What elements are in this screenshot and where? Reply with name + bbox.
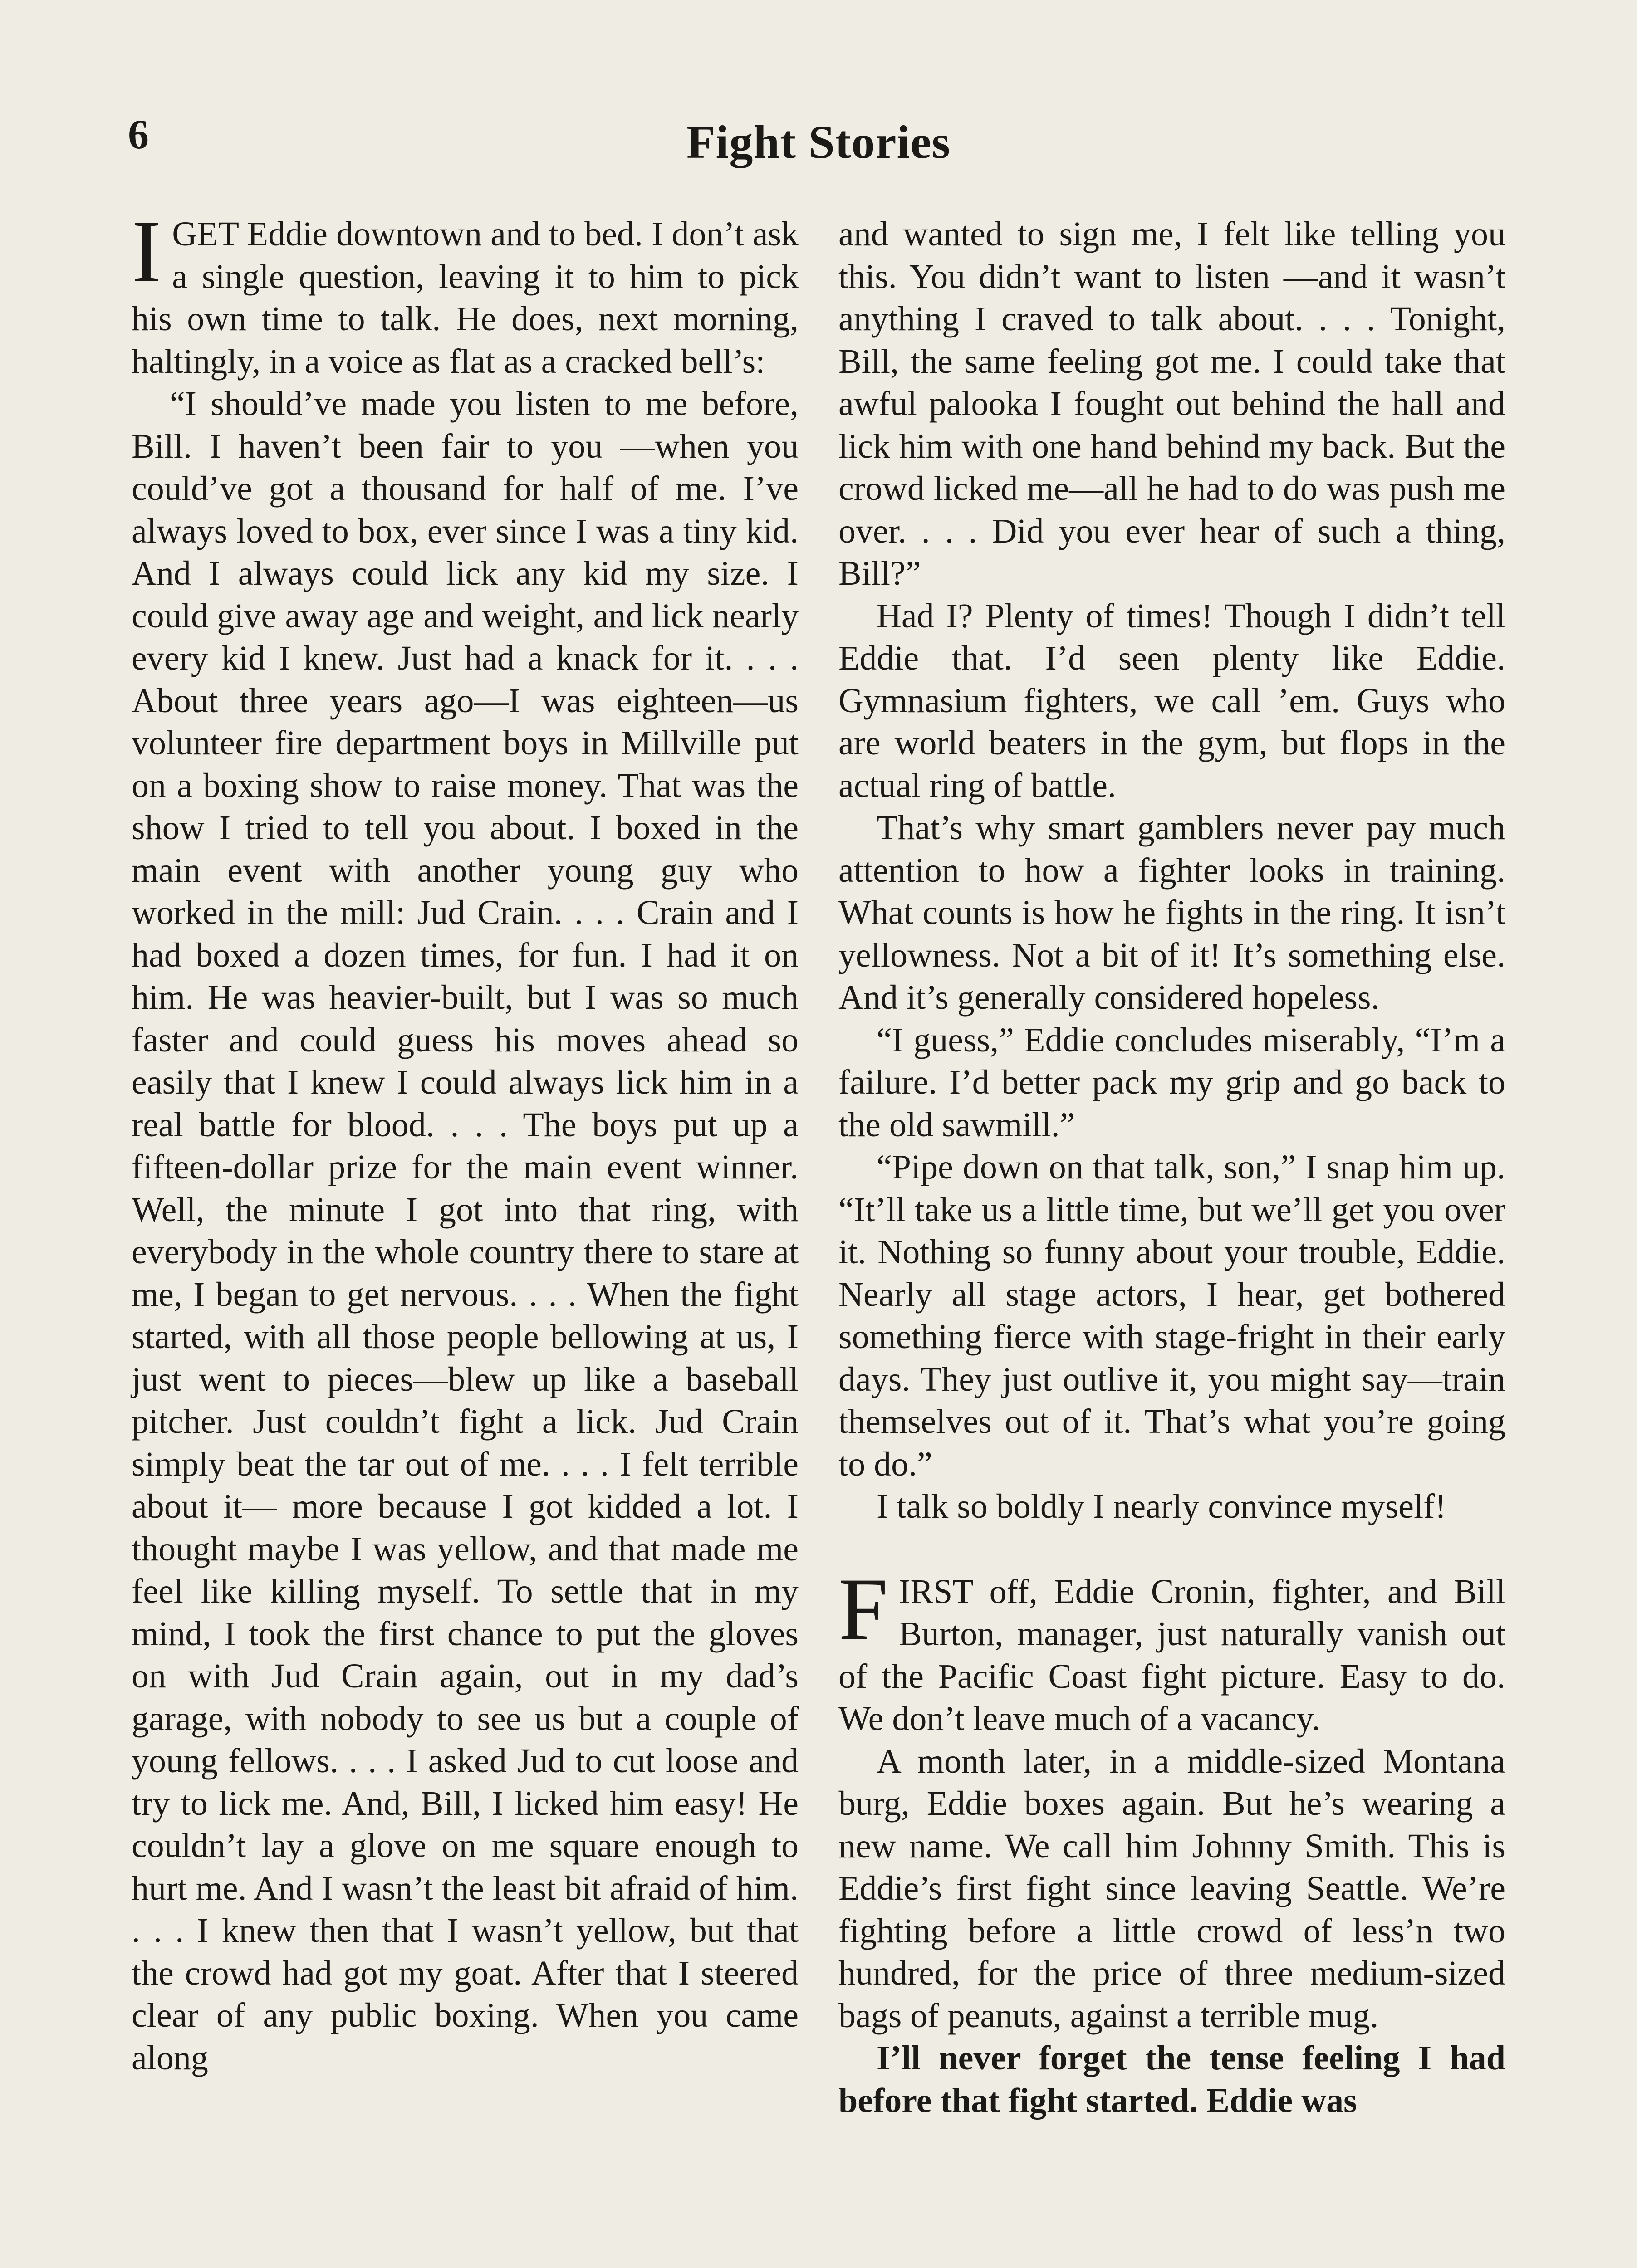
story-paragraph: That’s why smart gamblers never pay much attention to how a fighter looks in training. What counts is how he fights in the ring. It isn’t yellowness. Not a bit of it! It’s something else. And it’s generally considered hopeless. xyxy=(838,809,1505,1017)
paragraph-text: IRST off, Eddie Cronin, fighter, and Bill Burton, manager, just naturally vanish out of the Pacific Coast fight picture. Easy to do. We don’t leave much of a vacancy. xyxy=(838,1572,1505,1738)
section-break xyxy=(838,1528,1505,1571)
running-head-title: Fight Stories xyxy=(686,116,951,168)
story-paragraph: Had I? Plenty of times! Though I didn’t tell Eddie that. I’d seen plenty like Eddie. Gymnasium fighters, we call ’em. Guys who are world beaters in the gym, but flops in the actual ring of battle. xyxy=(838,596,1505,805)
drop-cap-letter: F xyxy=(838,1559,888,1658)
story-paragraph: I’ll never forget the tense feeling I had before that fight started. Eddie was xyxy=(838,2039,1505,2120)
story-paragraph-drop-cap xyxy=(132,202,799,383)
story-paragraph: I talk so boldly I nearly convince myself! xyxy=(877,1487,1446,1525)
right-column xyxy=(838,213,1505,2122)
drop-cap-letter: I xyxy=(132,202,162,301)
story-paragraph: “I should’ve made you listen to me before, Bill. I haven’t been fair to you —when you could’ve got a thousand for half of me. I’ve always loved to box, ever since I was a tiny kid. And I always could lick any kid my size. I could give away age and weight, and lick nearly every kid I knew. Just had a knack for it. . . . About three years ago—I was eighteen—us volunteer fire department boys in Millville put on a boxing show to raise money. That was the show I tried to tell you about. I boxed in the main event with another young guy who worked in the mill: Jud Crain. . . . Crain and I had boxed a dozen times, for fun. I had it on him. He was heavier-built, but I was so much faster and could guess his moves ahead so easily that I knew I could always lick him in a real battle for blood. . . . The boys put up a fifteen-dollar prize for the main event winner. Well, the minute I got into that ring, with everybody in the whole country there to stare at me, I began to get nervous. . . . When the fight started, with all those people bellowing at us, I just went to pieces—blew up like a baseball pitcher. Just couldn’t fight a lick. Jud Crain simply beat the tar out of me. . . . I felt terrible about it— more because I got kidded a lot. I thought maybe I was yellow, and that made me feel like killing myself. To settle that in my mind, I took the first chance to put the gloves on with Jud Crain again, out in my dad’s garage, with nobody to see us but a couple of young fellows. . . . I asked Jud to cut loose and try to lick me. And, Bill, I licked him easy! He couldn’t lay a glove on me square enough to hurt me. And I wasn’t the least bit afraid of him. . . . I knew then that I wasn’t yellow, but that the crowd had got my goat. After that I steered clear of any public boxing. When you came along xyxy=(132,385,799,2077)
page-number: 6 xyxy=(128,111,149,157)
story-paragraph: and wanted to sign me, I felt like telling you this. You didn’t want to listen —and it wasn’t anything I craved to talk about. . . . Tonight, Bill, the same feeling got me. I could take that awful palooka I fought out behind the hall and lick him with one hand behind my back. But the crowd licked me—all he had to do was push me over. . . . Did you ever hear of such a thing, Bill?” xyxy=(838,215,1505,592)
paragraph-text: GET Eddie downtown and to bed. I don’t ask a single question, leaving it to him to pick his own time to talk. He does, next morning, haltingly, in a voice as flat as a cracked bell’s: xyxy=(132,215,799,381)
story-paragraph: “Pipe down on that talk, son,” I snap him up. “It’ll take us a little time, but we’ll get you over it. Nothing so funny about your trouble, Eddie. Nearly all stage actors, I hear, get bothered something fierce with stage-fright in their early days. They just outlive it, you might say—train themselves out of it. That’s what you’re going to do.” xyxy=(838,1148,1505,1483)
story-paragraph-drop-cap xyxy=(838,1559,1505,1740)
story-paragraph: A month later, in a middle-sized Montana burg, Eddie boxes again. But he’s wearing a new name. We call him Johnny Smith. This is Eddie’s first fight since leaving Seattle. We’re fighting before a little crowd of less’n two hundred, for the price of three medium-sized bags of peanuts, against a terrible mug. xyxy=(838,1742,1505,2035)
left-column xyxy=(132,202,799,2079)
story-paragraph: “I guess,” Eddie concludes miserably, “I’m a failure. I’d better pack my grip and go back to the old sawmill.” xyxy=(838,1021,1505,1144)
